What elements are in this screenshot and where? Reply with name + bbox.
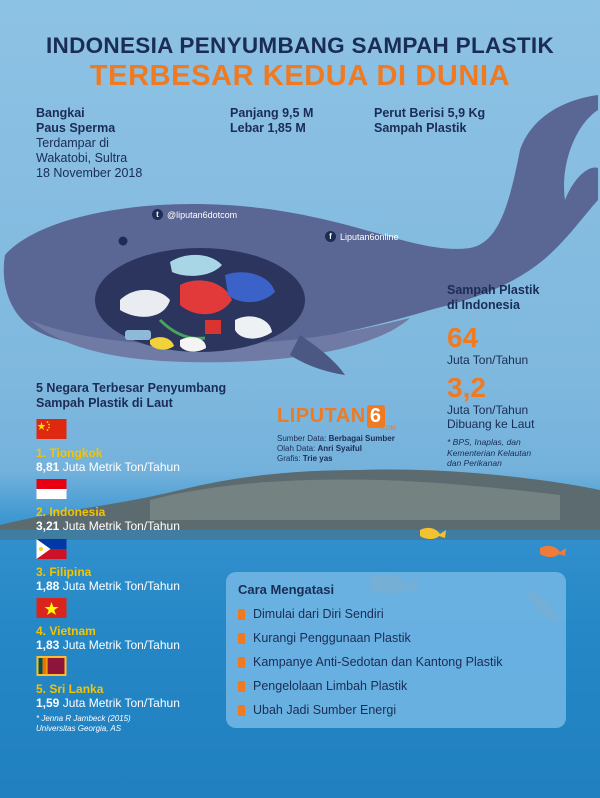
title-line-2: TERBESAR KEDUA DI DUNIA: [89, 60, 511, 92]
facebook-handle[interactable]: [325, 231, 399, 242]
country-value-row: [36, 519, 180, 533]
title-line-1: INDONESIA PENYUMBANG SAMPAH PLASTIK: [45, 33, 555, 58]
country-value: 1,83: [36, 638, 60, 652]
whale-stomach-info: [374, 106, 485, 136]
country-1: [36, 446, 180, 474]
country-value-row: [36, 579, 180, 593]
solution-item: [238, 631, 411, 645]
whale-width: Lebar 1,85 M: [230, 121, 306, 135]
country-name: 4. Vietnam: [36, 624, 96, 638]
vietnam-flag-icon: [36, 598, 67, 618]
credit-processed: Olah Data: Anri Syaiful: [277, 444, 362, 453]
solutions-heading: Cara Mengatasi: [238, 582, 335, 597]
country-unit: Juta Metrik Ton/Tahun: [62, 460, 180, 474]
liputan6-logo: [277, 405, 396, 428]
top5-source: [36, 714, 131, 734]
top5-heading: [36, 381, 226, 411]
stat-64-unit: Juta Ton/Tahun: [447, 353, 529, 367]
country-unit: Juta Metrik Ton/Tahun: [62, 579, 180, 593]
location-date: 18 November 2018: [36, 166, 143, 180]
logo-six: 6: [367, 405, 385, 428]
country-value-row: [36, 638, 180, 652]
china-flag-icon: [36, 419, 67, 439]
country-unit: Juta Metrik Ton/Tahun: [62, 696, 180, 710]
indonesia-waste-section: [447, 283, 539, 469]
country-2: [36, 505, 180, 533]
country-value-row: [36, 696, 180, 710]
solution-item: [238, 607, 384, 621]
solution-text: Kampanye Anti-Sedotan dan Kantong Plastik: [253, 655, 503, 669]
facebook-icon: f: [325, 231, 336, 242]
whale-length: Panjang 9,5 M: [230, 106, 314, 120]
solutions-box: [226, 572, 566, 728]
stat-64-value: 64: [447, 322, 479, 353]
twitter-icon: t: [152, 209, 163, 220]
whale-size: [230, 106, 313, 136]
twitter-handle[interactable]: [152, 209, 237, 220]
country-value: 8,81: [36, 460, 60, 474]
bullet-icon: [238, 705, 245, 716]
country-name: 5. Sri Lanka: [36, 682, 104, 696]
stat-32-value: 3,2: [447, 372, 486, 403]
indonesia-heading-2: di Indonesia: [447, 298, 520, 312]
srilanka-flag-icon: [36, 656, 67, 676]
country-name: 2. Indonesia: [36, 505, 106, 519]
location-line-3: Terdampar di: [36, 136, 109, 150]
solution-text: Ubah Jadi Sumber Energi: [253, 703, 397, 717]
solution-text: Kurangi Penggunaan Plastik: [253, 631, 411, 645]
stomach-line-2: Sampah Plastik: [374, 121, 467, 135]
note-line-3: dan Perikanan: [447, 458, 502, 468]
stat-32-unit-1: Juta Ton/Tahun: [447, 403, 529, 417]
indonesia-heading-1: Sampah Plastik: [447, 283, 540, 297]
indonesia-flag-icon: [36, 479, 67, 499]
note-line-2: Kementerian Kelautan: [447, 447, 532, 458]
logo-com: .COM: [380, 426, 396, 432]
source-line-1: * Jenna R Jambeck (2015): [36, 714, 131, 723]
solution-text: Pengelolaan Limbah Plastik: [253, 679, 408, 693]
whale-location: [36, 106, 142, 181]
credit-source: Sumber Data: Berbagai Sumber: [277, 434, 395, 443]
bullet-icon: [238, 609, 245, 620]
country-3: [36, 565, 180, 593]
stat-32-unit-2: Dibuang ke Laut: [447, 417, 535, 431]
country-unit: Juta Metrik Ton/Tahun: [62, 638, 180, 652]
logo-text: LIPUTAN: [277, 405, 366, 427]
twitter-label: @liputan6dotcom: [167, 209, 238, 220]
country-value: 3,21: [36, 519, 60, 533]
country-name: 1. Tiongkok: [36, 446, 103, 460]
note-line-1: * BPS, Inaplas, dan: [447, 437, 521, 447]
country-4: [36, 624, 180, 652]
location-bold-2: Paus Sperma: [36, 121, 116, 135]
plastic-bottle: [125, 330, 151, 340]
credit-graphic: Grafis: Trie yas: [277, 454, 333, 463]
country-unit: Juta Metrik Ton/Tahun: [62, 519, 180, 533]
country-value: 1,88: [36, 579, 60, 593]
facebook-label: Liputan6online: [340, 231, 399, 242]
location-bold-1: Bangkai: [36, 106, 85, 120]
country-name: 3. Filipina: [36, 565, 92, 579]
solution-item: [238, 655, 502, 669]
bullet-icon: [238, 681, 245, 692]
top5-heading-1: 5 Negara Terbesar Penyumbang: [36, 381, 227, 395]
country-value: 1,59: [36, 696, 60, 710]
solution-item: [238, 703, 396, 717]
country-5: [36, 682, 180, 710]
top5-heading-2: Sampah Plastik di Laut: [36, 396, 173, 410]
stomach-line-1: Perut Berisi 5,9 Kg: [374, 106, 486, 120]
branding: [277, 405, 396, 464]
solution-text: Dimulai dari Diri Sendiri: [253, 607, 384, 621]
bullet-icon: [238, 633, 245, 644]
country-value-row: [36, 460, 180, 474]
location-line-4: Wakatobi, Sultra: [36, 151, 128, 165]
source-line-2: Universitas Georgia, AS: [36, 724, 122, 733]
whale-eye: [119, 237, 128, 246]
bullet-icon: [238, 657, 245, 668]
philippines-flag-icon: [36, 539, 67, 559]
plastic-cup-red: [205, 320, 221, 334]
solution-item: [238, 679, 407, 693]
